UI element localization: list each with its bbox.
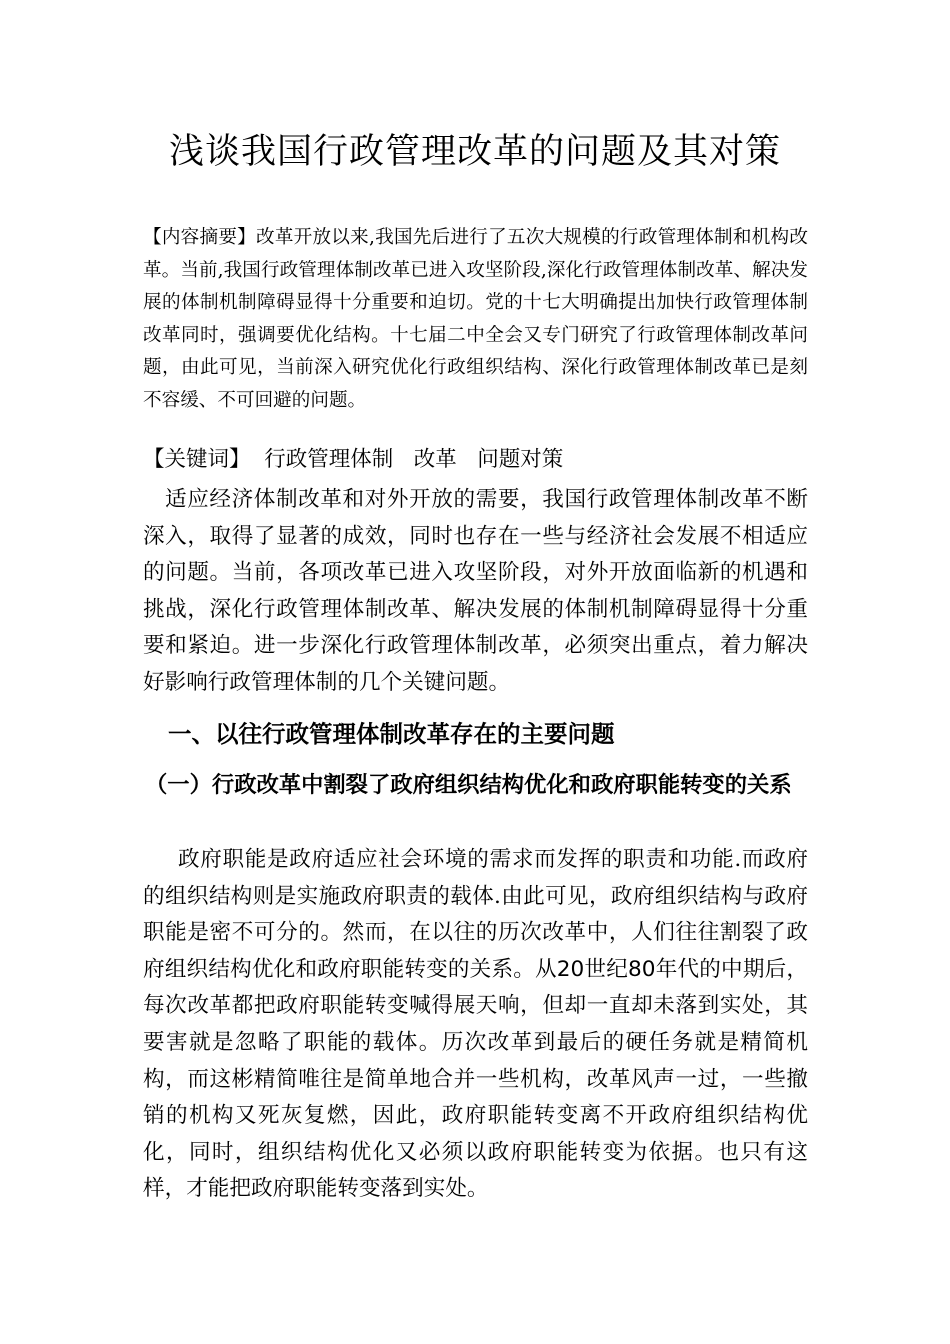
section-heading: 一、以往行政管理体制改革存在的主要问题 xyxy=(168,720,615,748)
keyword-item: 问题对策 xyxy=(477,447,564,472)
document-title: 浅谈我国行政管理改革的问题及其对策 xyxy=(168,132,781,172)
subsection-heading: （一）行政改革中割裂了政府组织结构优化和政府职能转变的关系 xyxy=(145,772,792,798)
abstract-label: 【内容摘要】 xyxy=(143,227,256,248)
keywords-line xyxy=(143,444,808,476)
body-text: 政府职能是政府适应社会环境的需求而发挥的职责和功能.而政府的组织结构则是实施政府职责的载体.由此可见，政府组织结构与政府职能是密不可分的。然而，在以往的历次改革中，人们往往割裂了政府组织结构优化和政府职能转变的关系。从 xyxy=(143,847,808,982)
body-number: 20 xyxy=(556,956,585,982)
body-paragraph xyxy=(143,842,808,1208)
body-text: 年代的中期后，每次改革都把政府职能转变喊得展天响，但却一直却未落到实处，其要害就是忽略了职能的载体。历次改革到最后的硬任务就是精简机构，而这彬精简唯往是简单地合并一些机构，改革风声一过，一些撤销的机构又死灰复燃，因此，政府职能转变离不开政府组织结构优化，同时，组织结构优化又必须以政府职能转变为依据。也只有这样，才能把政府职能转变落到实处。 xyxy=(143,956,808,1202)
abstract-paragraph xyxy=(143,222,808,417)
body-number: 80 xyxy=(628,956,656,982)
intro-paragraph: 适应经济体制改革和对外开放的需要，我国行政管理体制改革不断深入，取得了显著的成效，同时也存在一些与经济社会发展不相适应的问题。当前，各项改革已进入攻坚阶段，对外开放面临新的机遇和挑战，深化行政管理体制改革、解决发展的体制机制障碍显得十分重要和紧迫。进一步深化行政管理体制改革，必须突出重点，着力解决好影响行政管理体制的几个关键问题。 xyxy=(143,487,808,695)
abstract-text: 改革开放以来,我国先后进行了五次大规模的行政管理体制和机构改革。当前,我国行政管理体制改革已进入攻坚阶段,深化行政管理体制改革、解决发展的体制机制障碍显得十分重要和迫切。党的十七大明确提出加快行政管理体制改革同时，强调要优化结构。十七届二中全会又专门研究了行政管理体制改革问题，由此可见，当前深入研究优化行政组织结构、深化行政管理体制改革已是刻不容缓、不可回避的问题。 xyxy=(143,227,808,411)
keyword-item: 改革 xyxy=(413,447,457,472)
keyword-item: 行政管理体制 xyxy=(264,447,394,472)
body-text: 世纪 xyxy=(584,956,629,982)
keywords-label: 【关键词】 xyxy=(143,447,251,472)
